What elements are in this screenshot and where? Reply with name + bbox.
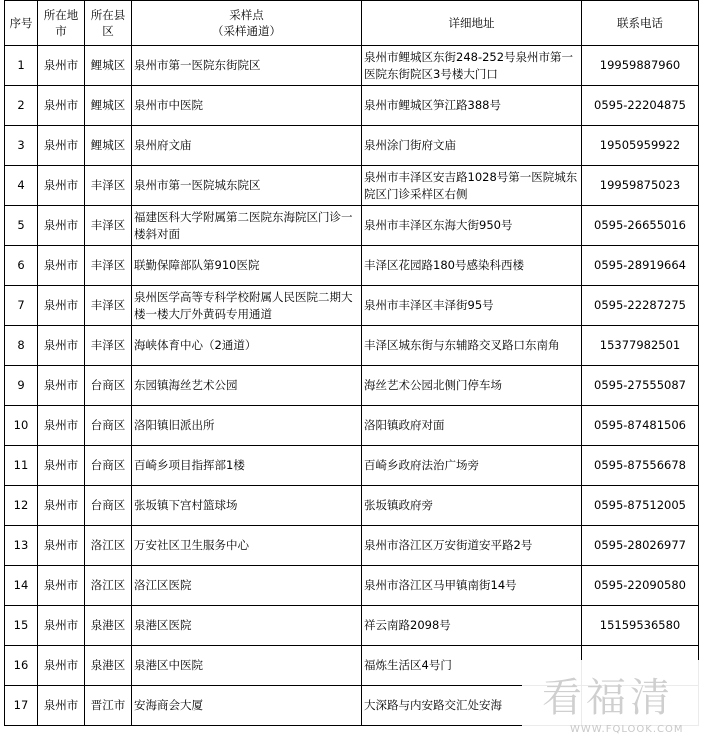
cell-address: 丰泽区花园路180号感染科西楼 [362, 246, 582, 286]
cell-site: 洛阳镇旧派出所 [132, 406, 362, 446]
cell-site: 泉州市第一医院东街院区 [132, 46, 362, 86]
cell-phone: 0595-87481506 [582, 406, 699, 446]
table-row [5, 86, 699, 126]
cell-county: 洛江区 [85, 566, 132, 606]
cell-site: 百崎乡项目指挥部1楼 [132, 446, 362, 486]
cell-site: 海峡体育中心（2通道） [132, 326, 362, 366]
cell-county: 丰泽区 [85, 286, 132, 326]
cell-county: 泉港区 [85, 606, 132, 646]
cell-address: 海丝艺术公园北侧门停车场 [362, 366, 582, 406]
cell-no: 7 [5, 286, 38, 326]
cell-no: 6 [5, 246, 38, 286]
cell-phone: 19505959922 [582, 126, 699, 166]
cell-address: 张坂镇政府旁 [362, 486, 582, 526]
watermark [522, 660, 705, 750]
cell-phone: 0595-22090580 [582, 566, 699, 606]
cell-county: 鲤城区 [85, 126, 132, 166]
table-row [5, 366, 699, 406]
cell-county: 泉港区 [85, 646, 132, 686]
cell-site: 泉州市第一医院城东院区 [132, 166, 362, 206]
cell-city: 泉州市 [38, 46, 85, 86]
cell-city: 泉州市 [38, 446, 85, 486]
cell-address: 百崎乡政府法治广场旁 [362, 446, 582, 486]
cell-site: 泉州市中医院 [132, 86, 362, 126]
cell-site: 张坂镇下宫村篮球场 [132, 486, 362, 526]
table-row [5, 446, 699, 486]
cell-county: 台商区 [85, 406, 132, 446]
cell-county: 鲤城区 [85, 46, 132, 86]
table-row [5, 406, 699, 446]
cell-address: 泉州涂门街府文庙 [362, 126, 582, 166]
cell-city: 泉州市 [38, 246, 85, 286]
table-body [5, 46, 699, 726]
cell-no: 11 [5, 446, 38, 486]
cell-city: 泉州市 [38, 326, 85, 366]
table-row [5, 126, 699, 166]
cell-no: 9 [5, 366, 38, 406]
cell-site: 联勤保障部队第910医院 [132, 246, 362, 286]
cell-county: 丰泽区 [85, 166, 132, 206]
cell-site: 泉州府文庙 [132, 126, 362, 166]
cell-phone: 0595-87556678 [582, 446, 699, 486]
cell-city: 泉州市 [38, 606, 85, 646]
cell-address: 泉州市鲤城区东街248-252号泉州市第一医院东街院区3号楼大门口 [362, 46, 582, 86]
cell-address: 泉州市洛江区万安街道安平路2号 [362, 526, 582, 566]
table-row [5, 326, 699, 366]
cell-no: 2 [5, 86, 38, 126]
cell-site: 洛江区医院 [132, 566, 362, 606]
cell-address: 祥云南路2098号 [362, 606, 582, 646]
cell-phone: 0595-28026977 [582, 526, 699, 566]
sampling-sites-table [4, 0, 699, 726]
cell-address: 洛阳镇政府对面 [362, 406, 582, 446]
cell-county: 丰泽区 [85, 206, 132, 246]
cell-address: 泉州市洛江区马甲镇南街14号 [362, 566, 582, 606]
cell-no: 3 [5, 126, 38, 166]
cell-address: 泉州市丰泽区安吉路1028号第一医院城东院区门诊采样区右侧 [362, 166, 582, 206]
cell-address: 泉州市鲤城区笋江路388号 [362, 86, 582, 126]
header-site-subtitle: （采样通道） [212, 24, 281, 38]
cell-address: 大深路与内安路交汇处安海 [362, 686, 582, 726]
cell-phone: 0595-27555087 [582, 366, 699, 406]
cell-city: 泉州市 [38, 166, 85, 206]
cell-address: 泉州市丰泽区丰泽街95号 [362, 286, 582, 326]
cell-phone: 0595-87512005 [582, 486, 699, 526]
cell-no: 10 [5, 406, 38, 446]
header-city: 所在地市 [38, 1, 85, 46]
header-no: 序号 [5, 1, 38, 46]
table-row [5, 606, 699, 646]
cell-site: 泉港区中医院 [132, 646, 362, 686]
cell-phone: 15159536580 [582, 606, 699, 646]
cell-phone: 0595-26655016 [582, 206, 699, 246]
cell-no: 15 [5, 606, 38, 646]
cell-no: 17 [5, 686, 38, 726]
cell-site: 安海商会大厦 [132, 686, 362, 726]
table-row [5, 286, 699, 326]
cell-phone: 0595-22287275 [582, 286, 699, 326]
header-phone: 联系电话 [582, 1, 699, 46]
cell-city: 泉州市 [38, 526, 85, 566]
cell-phone: 15377982501 [582, 326, 699, 366]
cell-county: 洛江区 [85, 526, 132, 566]
cell-county: 台商区 [85, 486, 132, 526]
table-row [5, 526, 699, 566]
table-row [5, 486, 699, 526]
cell-phone: 0595-22204875 [582, 86, 699, 126]
cell-no: 14 [5, 566, 38, 606]
cell-site: 万安社区卫生服务中心 [132, 526, 362, 566]
cell-city: 泉州市 [38, 646, 85, 686]
watermark-logo: 看福清 [542, 675, 674, 721]
cell-site: 泉州医学高等专科学校附属人民医院二期大楼一楼大厅外黄码专用通道 [132, 286, 362, 326]
table-row [5, 46, 699, 86]
cell-phone: 0595-28919664 [582, 246, 699, 286]
watermark-url: WWW.FQLOOK.COM [570, 724, 684, 735]
cell-city: 泉州市 [38, 126, 85, 166]
cell-county: 丰泽区 [85, 246, 132, 286]
table-row [5, 166, 699, 206]
cell-county: 鲤城区 [85, 86, 132, 126]
cell-phone: 19959887960 [582, 46, 699, 86]
cell-no: 16 [5, 646, 38, 686]
table-row [5, 246, 699, 286]
cell-county: 台商区 [85, 446, 132, 486]
cell-no: 1 [5, 46, 38, 86]
cell-no: 4 [5, 166, 38, 206]
cell-city: 泉州市 [38, 286, 85, 326]
cell-city: 泉州市 [38, 486, 85, 526]
table-row [5, 566, 699, 606]
cell-no: 12 [5, 486, 38, 526]
cell-city: 泉州市 [38, 406, 85, 446]
cell-site: 东园镇海丝艺术公园 [132, 366, 362, 406]
cell-site: 泉港区医院 [132, 606, 362, 646]
cell-site: 福建医科大学附属第二医院东海院区门诊一楼斜对面 [132, 206, 362, 246]
header-address: 详细地址 [362, 1, 582, 46]
cell-address: 泉州市丰泽区东海大街950号 [362, 206, 582, 246]
cell-city: 泉州市 [38, 566, 85, 606]
header-county: 所在县区 [85, 1, 132, 46]
cell-no: 8 [5, 326, 38, 366]
cell-city: 泉州市 [38, 206, 85, 246]
cell-county: 台商区 [85, 366, 132, 406]
header-site [132, 1, 362, 46]
cell-phone: 19959875023 [582, 166, 699, 206]
cell-city: 泉州市 [38, 86, 85, 126]
cell-no: 5 [5, 206, 38, 246]
cell-address: 丰泽区城东街与东辅路交叉路口东南角 [362, 326, 582, 366]
header-site-title: 采样点 [229, 8, 264, 22]
cell-county: 晋江市 [85, 686, 132, 726]
table-row [5, 206, 699, 246]
cell-city: 泉州市 [38, 366, 85, 406]
table-header-row [5, 1, 699, 46]
cell-no: 13 [5, 526, 38, 566]
cell-address: 福炼生活区4号门 [362, 646, 582, 686]
cell-city: 泉州市 [38, 686, 85, 726]
cell-county: 丰泽区 [85, 326, 132, 366]
